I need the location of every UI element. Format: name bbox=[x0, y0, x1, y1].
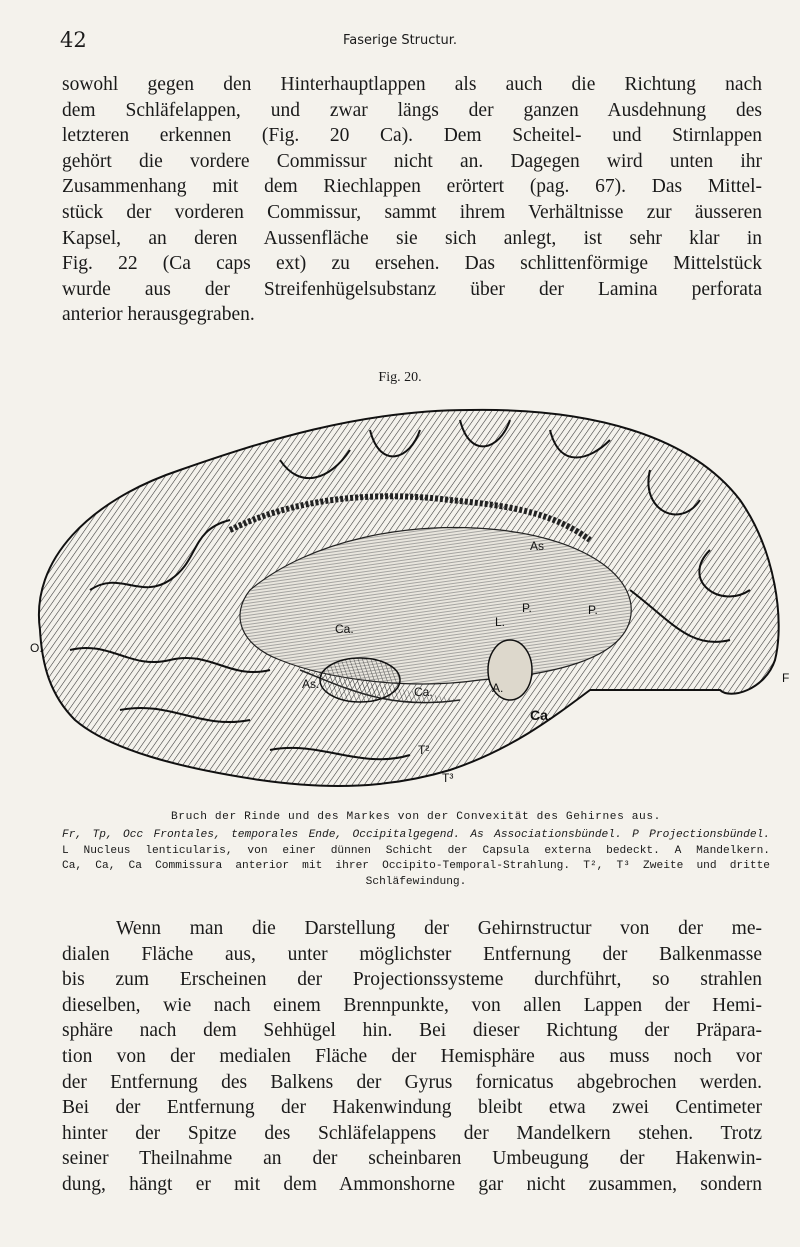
brain-engraving bbox=[30, 390, 790, 810]
text-line: anterior herausgegraben. bbox=[62, 304, 255, 326]
figure-tag: L. bbox=[495, 615, 506, 629]
text-line: tion von der medialen Fläche der Hemisphäre aus muss noch vor bbox=[62, 1045, 762, 1067]
caption-title: Bruch der Rinde und des Markes von der Convexität des Gehirnes aus. bbox=[170, 811, 661, 823]
text-line: wurde aus der Streifenhügelsubstanz über der Lamina perforata bbox=[62, 278, 762, 300]
figure-tag: T³ bbox=[442, 771, 454, 785]
text-line: stück der vorderen Commissur, sammt ihrem Verhältnisse zur äusseren bbox=[62, 201, 762, 223]
text-line: dung, hängt er mit dem Ammonshorne gar nicht zusammen, sondern bbox=[62, 1173, 762, 1195]
figure-tag: P. bbox=[522, 601, 532, 615]
caption-line: Fr, Tp, Occ Frontales, temporales Ende, Occipitalgegend. As Associationsbündel. P Projectionsbündel. bbox=[62, 829, 770, 841]
text-line: Zusammenhang mit dem Riechlappen erörtert (pag. 67). Das Mittel- bbox=[62, 176, 762, 198]
text-line: Bei der Entfernung der Hakenwindung bleibt etwa zwei Centimeter bbox=[62, 1097, 762, 1119]
figure-tag: P. bbox=[588, 603, 598, 617]
caption-line: L Nucleus lenticularis, von einer dünnen Schicht der Capsula externa bedeckt. A Mandelkern. bbox=[62, 844, 770, 857]
figure-label: Fig. 20. bbox=[378, 370, 422, 385]
brain-illustration bbox=[30, 390, 790, 810]
text-line: Kapsel, an deren Aussenfläche sie sich anlegt, ist sehr klar in bbox=[62, 227, 762, 249]
top-paragraph bbox=[62, 72, 762, 328]
text-line: Wenn man die Darstellung der Gehirnstructur von der me- bbox=[116, 918, 762, 939]
text-line: letzteren erkennen (Fig. 20 Ca). Dem Scheitel- und Stirnlappen bbox=[62, 125, 762, 147]
caption-line: Ca, Ca, Ca Commissura anterior mit ihrer Occipito-Temporal-Strahlung. T², T³ Zweite und dritte bbox=[62, 860, 770, 873]
text-line: gehört die vordere Commissur nicht an. Dagegen wird unten ihr bbox=[62, 150, 762, 172]
page-number: 42 bbox=[60, 28, 87, 52]
running-head: Faserige Structur. bbox=[342, 33, 458, 48]
figure-tag: T² bbox=[418, 743, 430, 757]
figure-tag: As bbox=[530, 539, 545, 553]
figure-tag: A. bbox=[492, 681, 504, 695]
caption-body bbox=[62, 828, 770, 890]
bottom-paragraph bbox=[62, 916, 762, 1198]
text-line: sphäre nach dem Sehhügel hin. Bei dieser Richtung der Präpara- bbox=[62, 1020, 762, 1042]
figure-tag: O. bbox=[30, 641, 43, 655]
text-line: Fig. 22 (Ca caps ext) zu ersehen. Das schlittenförmige Mittelstück bbox=[62, 253, 762, 275]
text-line: dem Schläfelappen, und zwar längs der ganzen Ausdehnung des bbox=[62, 99, 762, 121]
text-line: sowohl gegen den Hinterhauptlappen als auch die Richtung nach bbox=[62, 74, 762, 95]
text-line: hinter der Spitze des Schläfelappens der Mandelkern stehen. Trotz bbox=[62, 1122, 762, 1144]
text-line: seiner Theilnahme an der scheinbaren Umbeugung der Hakenwin- bbox=[62, 1148, 762, 1170]
figure-tag: Ca. bbox=[335, 622, 354, 636]
figure-tag: Ca. bbox=[414, 685, 433, 699]
caption-line: Schläfewindung. bbox=[365, 875, 467, 888]
figure-tag: F bbox=[782, 671, 790, 685]
text-line: dialen Fläche aus, unter möglichster Entfernung der Balkenmasse bbox=[62, 943, 762, 965]
figure-tag: Ca. bbox=[530, 707, 552, 723]
figure-tag: As. bbox=[302, 677, 320, 691]
text-line: bis zum Erscheinen der Projectionssysteme durchführt, so strahlen bbox=[62, 969, 762, 991]
text-line: der Entfernung des Balkens der Gyrus fornicatus abgebrochen werden. bbox=[62, 1071, 762, 1093]
text-line: dieselben, wie nach einem Brennpunkte, von allen Lappen der Hemi- bbox=[62, 994, 762, 1016]
